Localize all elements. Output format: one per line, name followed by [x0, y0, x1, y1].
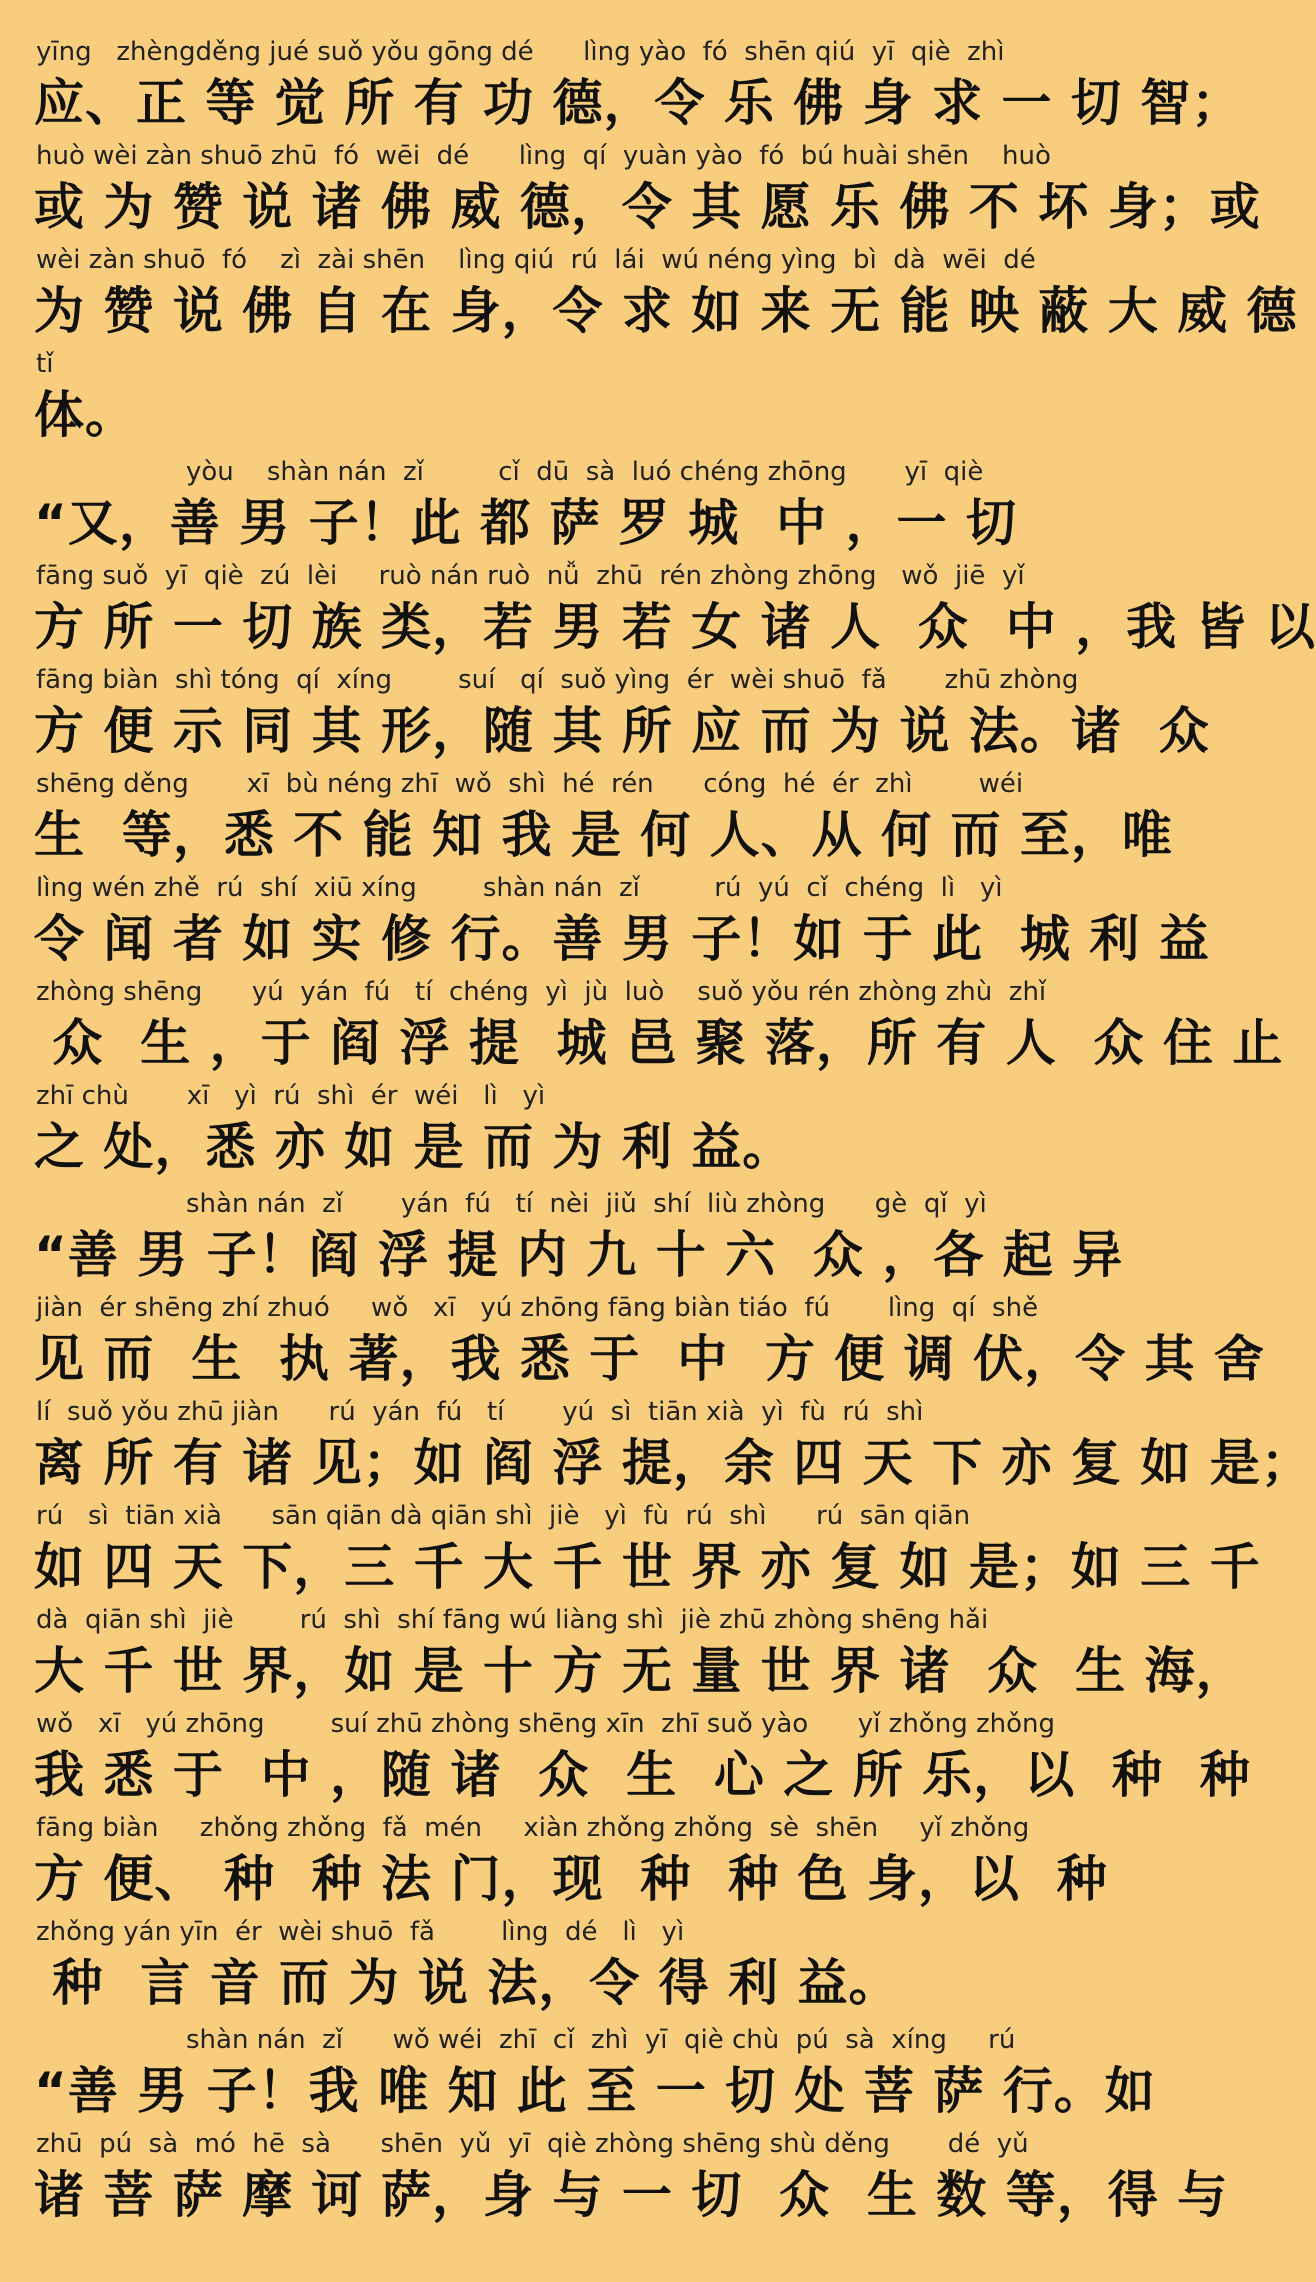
hanzi-line: 我 悉 于 中 ，随 诸 众 生 心 之 所 乐，以 种 种 [34, 1746, 1251, 1804]
pinyin-line: yòu shàn nán zǐ cǐ dū sà luó chéng zhōng yī qiè [186, 457, 984, 487]
hanzi-line: 众 生 ，于 阎 浮 提 城 邑 聚 落，所 有 人 众 住 止 [34, 1014, 1284, 1072]
hanzi-line: 为 赞 说 佛 自 在 身，令 求 如 来 无 能 映 蔽 大 威 德 [34, 282, 1298, 340]
hanzi-line: 应、正 等 觉 所 有 功 德，令 乐 佛 身 求 一 切 智； [34, 74, 1243, 132]
pinyin-line: yīng zhèngděng jué suǒ yǒu gōng dé lìng yào fó shēn qiú yī qiè zhì [36, 37, 1005, 67]
pinyin-line: jiàn ér shēng zhí zhuó wǒ xī yú zhōng fāng biàn tiáo fú lìng qí shě [36, 1293, 1039, 1323]
text-line [0, 1812, 1108, 1916]
hanzi-line: “善 男 子！我 唯 知 此 至 一 切 处 菩 萨 行。如 [34, 2062, 1156, 2120]
pinyin-line: rú sì tiān xià sān qiān dà qiān shì jiè yì fù rú shì rú sān qiān [36, 1501, 971, 1531]
hanzi-line: 如 四 天 下，三 千 大 千 世 界 亦 复 如 是；如 三 千 [34, 1538, 1261, 1596]
pinyin-line: shàn nán zǐ yán fú tí nèi jiǔ shí liù zhòng gè qǐ yì [186, 1189, 987, 1219]
text-line [0, 1916, 1080, 2020]
text-line [0, 1396, 1312, 1500]
hanzi-line: 种 言 音 而 为 说 法，令 得 利 益。 [34, 1954, 900, 2012]
text-line [0, 768, 1173, 872]
text-line [0, 560, 1316, 664]
pinyin-line: wǒ xī yú zhōng suí zhū zhòng shēng xīn zhī suǒ yào yǐ zhǒng zhǒng [36, 1709, 1055, 1739]
pinyin-line: shēng děng xī bù néng zhī wǒ shì hé rén cóng hé ér zhì wéi [36, 769, 1024, 799]
pinyin-line: shàn nán zǐ wǒ wéi zhī cǐ zhì yī qiè chù pú sà xíng rú [186, 2025, 1016, 2055]
text-line [0, 244, 1298, 348]
text-line [0, 976, 1284, 1080]
hanzi-line: 方 所 一 切 族 类，若 男 若 女 诸 人 众 中 ，我 皆 以 [34, 598, 1316, 656]
text-line [0, 1292, 1265, 1396]
text-line [0, 664, 1210, 768]
pinyin-line: fāng suǒ yī qiè zú lèi ruò nán ruò nǚ zhū rén zhòng zhōng wǒ jiē yǐ [36, 561, 1025, 591]
text-line [0, 872, 1210, 976]
hanzi-line: “善 男 子！阎 浮 提 内 九 十 六 众 ，各 起 异 [34, 1226, 1124, 1284]
pinyin-line: lí suǒ yǒu zhū jiàn rú yán fú tí yú sì tiān xià yì fù rú shì [36, 1397, 924, 1427]
text-line [0, 1708, 1251, 1812]
pinyin-line: fāng biàn zhǒng zhǒng fǎ mén xiàn zhǒng zhǒng sè shēn yǐ zhǒng [36, 1813, 1030, 1843]
text-line [0, 348, 1080, 452]
hanzi-line: 大 千 世 界，如 是 十 方 无 量 世 界 诸 众 生 海， [34, 1642, 1247, 1700]
text-line [0, 1188, 1124, 1292]
pinyin-line: lìng wén zhě rú shí xiū xíng shàn nán zǐ rú yú cǐ chéng lì yì [36, 873, 1003, 903]
text-line [0, 1080, 1080, 1184]
hanzi-line: “又，善 男 子！此 都 萨 罗 城 中 ，一 切 [34, 494, 1017, 552]
text-line [0, 140, 1261, 244]
pinyin-line: fāng biàn shì tóng qí xíng suí qí suǒ yìng ér wèi shuō fǎ zhū zhòng [36, 665, 1079, 695]
pinyin-line: wèi zàn shuō fó zì zài shēn lìng qiú rú lái wú néng yìng bì dà wēi dé [36, 245, 1036, 275]
hanzi-line: 诸 菩 萨 摩 诃 萨，身 与 一 切 众 生 数 等，得 与 [34, 2166, 1229, 2224]
pinyin-line: zhī chù xī yì rú shì ér wéi lì yì [36, 1081, 546, 1111]
hanzi-line: 之 处，悉 亦 如 是 而 为 利 益。 [34, 1118, 794, 1176]
hanzi-line: 方 便、 种 种 法 门，现 种 种 色 身，以 种 [34, 1850, 1108, 1908]
hanzi-line: 或 为 赞 说 诸 佛 威 德，令 其 愿 乐 佛 不 坏 身；或 [34, 178, 1261, 236]
pinyin-line: tǐ [36, 349, 54, 379]
hanzi-line: 见 而 生 执 著，我 悉 于 中 方 便 调 伏，令 其 舍 [34, 1330, 1265, 1388]
pinyin-line: zhū pú sà mó hē sà shēn yǔ yī qiè zhòng shēng shù děng dé yǔ [36, 2129, 1029, 2159]
text-line [0, 36, 1243, 140]
text-line [0, 2128, 1229, 2232]
hanzi-line: 令 闻 者 如 实 修 行。善 男 子！如 于 此 城 利 益 [34, 910, 1210, 968]
pinyin-line: dà qiān shì jiè rú shì shí fāng wú liàng shì jiè zhū zhòng shēng hǎi [36, 1605, 989, 1635]
text-line [0, 456, 1080, 560]
hanzi-line: 生 等，悉 不 能 知 我 是 何 人、从 何 而 至，唯 [34, 806, 1173, 864]
hanzi-line: 方 便 示 同 其 形，随 其 所 应 而 为 说 法。诸 众 [34, 702, 1210, 760]
text-line [0, 1604, 1247, 1708]
pinyin-line: huò wèi zàn shuō zhū fó wēi dé lìng qí yuàn yào fó bú huài shēn huò [36, 141, 1051, 171]
pinyin-line: zhòng shēng yú yán fú tí chéng yì jù luò suǒ yǒu rén zhòng zhù zhǐ [36, 977, 1047, 1007]
hanzi-line: 离 所 有 诸 见；如 阎 浮 提，余 四 天 下 亦 复 如 是； [34, 1434, 1312, 1492]
hanzi-line: 体。 [34, 386, 136, 444]
text-line [0, 1500, 1261, 1604]
text-line [0, 2024, 1156, 2128]
pinyin-line: zhǒng yán yīn ér wèi shuō fǎ lìng dé lì yì [36, 1917, 685, 1947]
